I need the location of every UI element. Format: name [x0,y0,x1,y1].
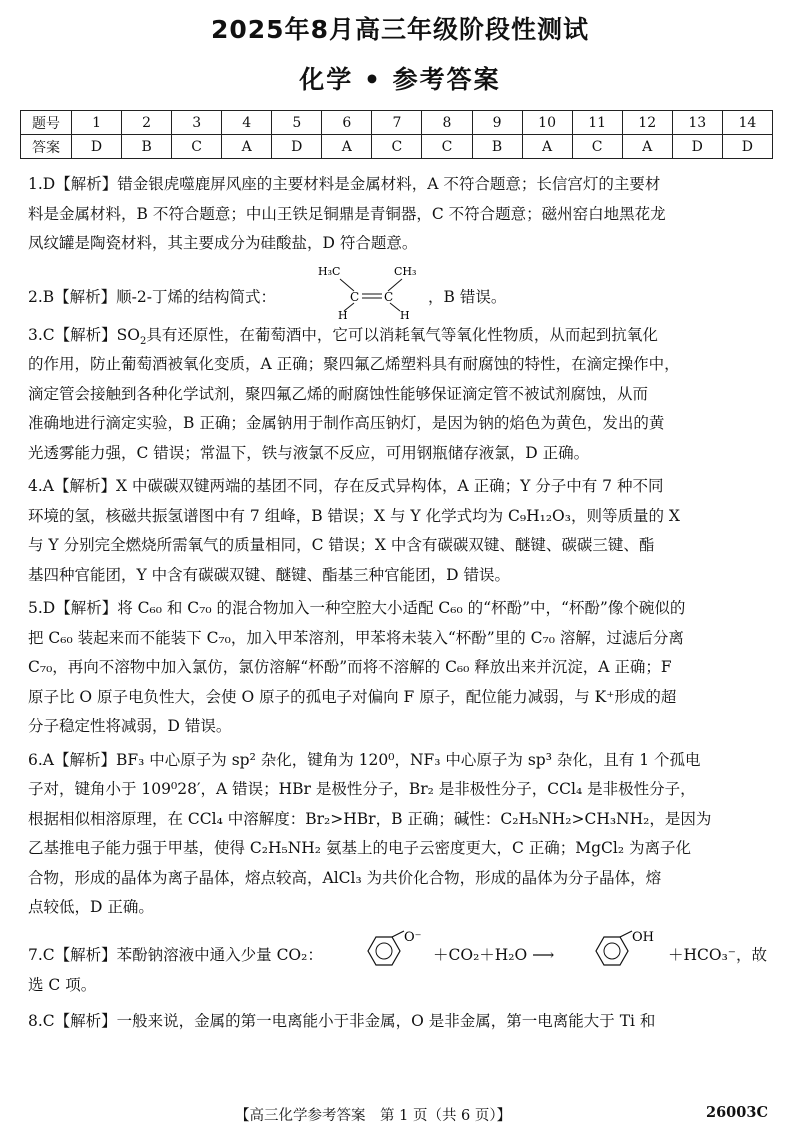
reaction-reagents: ＋CO₂＋H₂O ⟶ [433,945,555,964]
text-line: 1.D【解析】错金银虎噬鹿屏风座的主要材料是金属材料，A 不符合题意；长信宫灯的主要材 [28,175,661,193]
table-row-label: 答案 [21,135,72,159]
table-cell-answer: D [722,135,772,159]
question-5-explanation [28,594,773,742]
text-line: 料是金属材料，B 不符合题意；中山王铁足铜鼎是青铜器，C 不符合题意；磁州窑白地黑花龙 [28,204,666,223]
structure-label-c: C [350,289,360,304]
table-cell-answer: A [322,135,372,159]
text-line: 滴定管会接触到各种化学试剂，聚四氟乙烯的耐腐蚀性能够保证滴定管不被试剂腐蚀，从而 [28,384,649,403]
footer-code: 26003C [706,1104,768,1121]
table-cell-answer: B [122,135,172,159]
text-line: 8.C【解析】一般来说，金属的第一电离能小于非金属，O 是非金属，第一电离能大于 Ti 和 [28,1011,656,1030]
question-7-explanation [28,929,773,1003]
table-cell-number: 10 [522,111,572,135]
question-3-explanation [28,321,773,469]
text-line: 选 C 项。 [28,975,97,994]
question-4-explanation [28,472,773,590]
table-cell-answer: C [372,135,422,159]
text-line: 准确地进行滴定实验，B 正确；金属钠用于制作高压钠灯，是因为钠的焰色为黄色，发出的黄 [28,414,665,432]
solutions-body [28,170,773,1036]
table-cell-number: 14 [722,111,772,135]
table-cell-number: 5 [272,111,322,135]
text-line: 4.A【解析】X 中碳碳双键两端的基团不同，存在反式异构体，A 正确；Y 分子中有 7 种不同 [28,477,664,495]
text-line: 光透雾能力强，C 错误；常温下，铁与液氯不反应，可用钢瓶储存液氯，D 正确。 [28,443,590,462]
footer-page-info: 【高三化学参考答案 第 1 页（共 6 页）】 [235,1108,512,1124]
question-1-explanation [28,170,773,259]
text-line: 凤纹罐是陶瓷材料，其主要成分为硅酸盐，D 符合题意。 [28,234,418,252]
text-line: 乙基推电子能力强于甲基，使得 C₂H₅NH₂ 氨基上的电子云密度更大，C 正确；MgCl₂ 为离子化 [28,839,691,857]
text-line: 与 Y 分别完全燃烧所需氧气的质量相同，C 错误；X 中含有碳碳双键、醚键、碳碳三键、酯 [28,536,655,554]
text-line: ，B 错误。 [428,287,507,306]
question-2-explanation [28,263,773,321]
cis-2-butene-structure [318,263,428,319]
text-line: 分子稳定性将减弱，D 错误。 [28,717,232,735]
question-6-explanation [28,746,773,923]
structure-label-h3c: H₃C [318,264,341,278]
answer-table-number-row [21,111,773,135]
text-line: 5.D【解析】将 C₆₀ 和 C₇₀ 的混合物加入一种空腔大小适配 C₆₀ 的“杯酚”中，“杯酚”像个碗似的 [28,599,686,617]
text-fragment: 3.C【解析】SO [28,325,140,344]
page-subtitle: 化学 • 参考答案 [299,65,501,94]
subscript: 2 [139,335,147,347]
text-line: 子对，键角小于 109⁰28′，A 错误；HBr 是极性分子，Br₂ 是非极性分子，CCl₄ 是非极性分子， [28,780,696,798]
table-cell-number: 12 [622,111,672,135]
table-cell-number: 6 [322,111,372,135]
text-line: 6.A【解析】BF₃ 中心原子为 sp² 杂化，键角为 120⁰，NF₃ 中心原子为 sp³ 杂化，且有 1 个孤电 [28,750,701,769]
text-line: 环境的氢，核磁共振氢谱图中有 7 组峰，B 错误；X 与 Y 化学式均为 C₉H₁₂O₃，则等质量的 X [28,506,680,525]
table-cell-number: 4 [222,111,272,135]
table-cell-answer: C [422,135,472,159]
table-cell-answer: D [272,135,322,159]
text-line: 原子比 O 原子电负性大，会使 O 原子的孤电子对偏向 F 原子，配位能力减弱，与 K⁺形成的超 [28,687,677,706]
table-cell-answer: D [672,135,722,159]
text-line: 2.B【解析】顺-2-丁烯的结构简式： [28,287,277,306]
table-cell-number: 13 [672,111,722,135]
structure-label-c: C [384,289,394,304]
table-cell-number: 9 [472,111,522,135]
phenol-structure [584,929,670,975]
table-cell-number: 8 [422,111,472,135]
reaction-product: ＋HCO₃⁻，故 [668,945,767,964]
phenol-label: OH [632,929,654,945]
phenoxide-structure [356,929,438,975]
text-line: C₇₀，再向不溶物中加入氯仿，氯仿溶解“杯酚”而将不溶解的 C₆₀ 释放出来并沉淀，A 正确；F [28,658,672,676]
text-fragment: 具有还原性，在葡萄酒中，它可以消耗氧气等氧化性物质，从而起到抗氧化 [146,325,658,344]
phenoxide-label: O⁻ [404,929,422,945]
page-title: 2025年8月高三年级阶段性测试 [211,15,589,44]
text-line [28,321,773,351]
structure-label-h: H [338,308,348,319]
table-cell-number: 7 [372,111,422,135]
text-line: 把 C₆₀ 装起来而不能装下 C₇₀，加入甲苯溶剂，甲苯将未装入“杯酚”里的 C₇₀ 溶解，过滤后分离 [28,628,684,647]
table-cell-answer: A [522,135,572,159]
table-cell-answer: A [222,135,272,159]
text-line: 的作用，防止葡萄酒被氧化变质，A 正确；聚四氟乙烯塑料具有耐腐蚀的特性，在滴定操作中， [28,355,680,373]
text-line: 点较低，D 正确。 [28,898,154,916]
text-line: 基四种官能团，Y 中含有碳碳双键、醚键、酯基三种官能团，D 错误。 [28,565,511,584]
table-cell-answer: A [622,135,672,159]
table-cell-answer: B [472,135,522,159]
text-line: 7.C【解析】苯酚钠溶液中通入少量 CO₂： [28,945,323,964]
answer-table-answer-row [21,135,773,159]
table-cell-number: 2 [122,111,172,135]
table-cell-number: 11 [572,111,622,135]
answer-table [20,110,773,159]
table-row-label: 题号 [21,111,72,135]
question-8-explanation [28,1007,773,1037]
text-line: 根据相似相溶原理，在 CCl₄ 中溶解度：Br₂>HBr，B 正确；碱性：C₂H₅NH₂>CH₃NH₂，是因为 [28,809,712,828]
structure-label-ch3: CH₃ [394,264,417,278]
text-line: 合物，形成的晶体为离子晶体，熔点较高，AlCl₃ 为共价化合物，形成的晶体为分子晶体，熔 [28,868,662,887]
table-cell-number: 3 [172,111,222,135]
table-cell-answer: C [172,135,222,159]
table-cell-answer: C [572,135,622,159]
table-cell-number: 1 [72,111,122,135]
table-cell-answer: D [72,135,122,159]
structure-label-h: H [400,308,410,319]
